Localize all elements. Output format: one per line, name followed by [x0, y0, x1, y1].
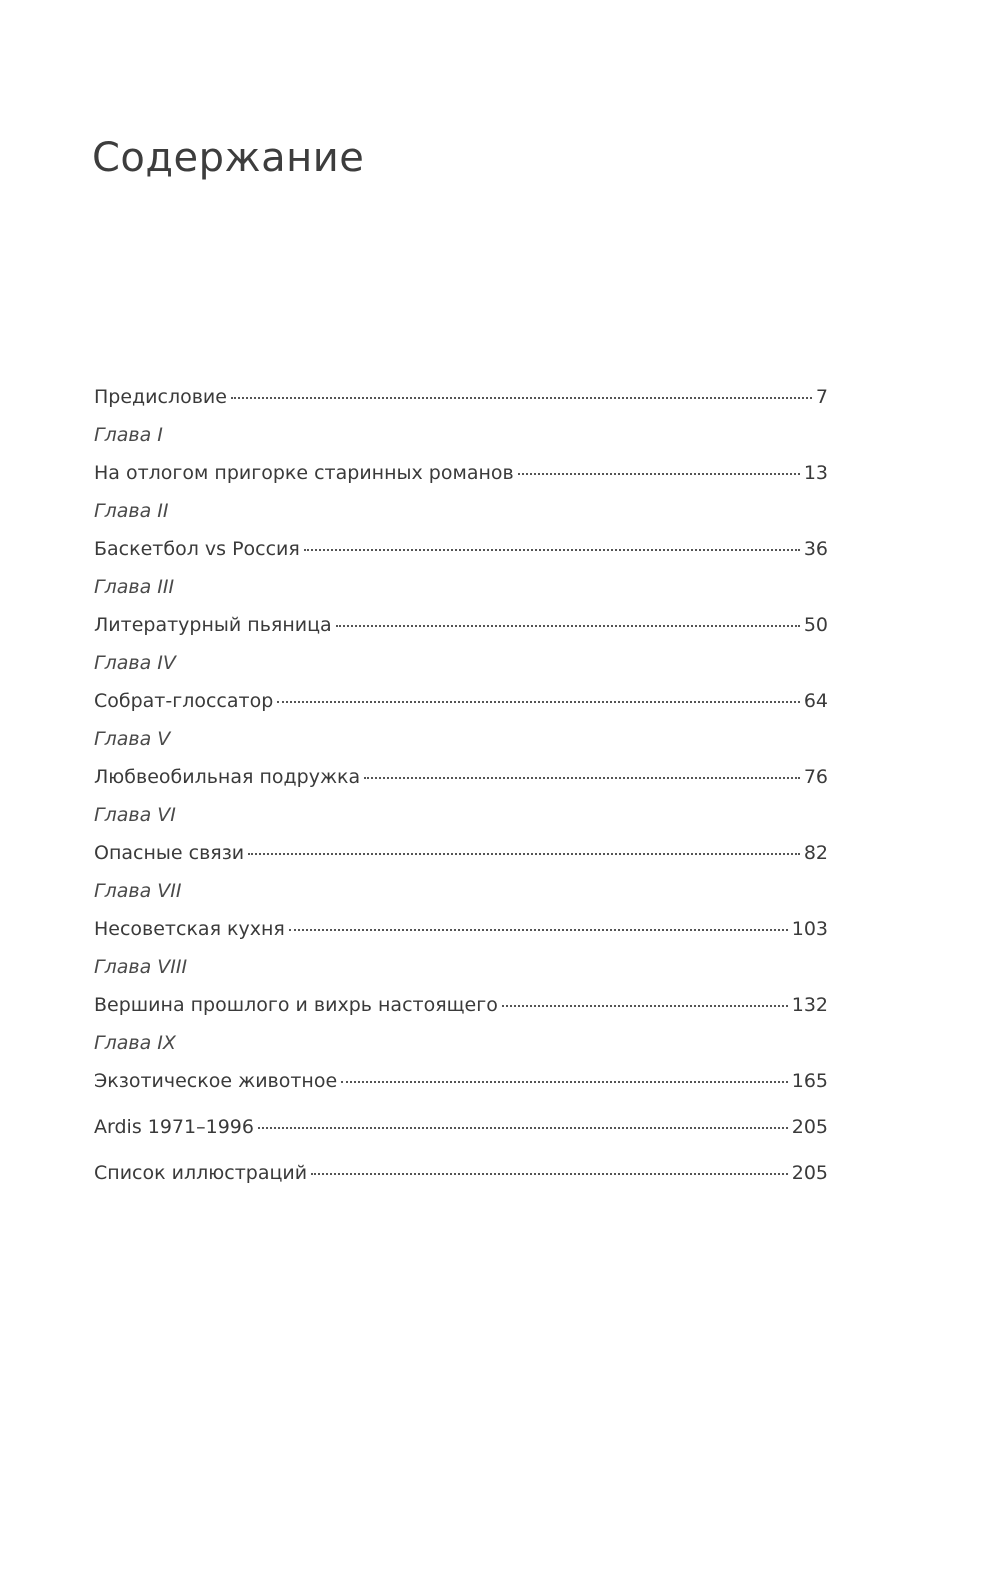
toc-leader-dots [502, 991, 788, 1007]
toc-entry-title: Баскетбол vs Россия [94, 538, 300, 560]
toc-leader-dots [277, 687, 800, 703]
toc-entry-page: 76 [803, 766, 828, 788]
toc-entry-title: Список иллюстраций [94, 1162, 308, 1184]
toc-leader-dots [304, 535, 800, 551]
toc-chapter-title: Глава III [94, 576, 175, 598]
toc-entry-title: Вершина прошлого и вихрь настоящего [94, 994, 498, 1016]
toc-chapter-label [94, 728, 828, 758]
toc-leader-dots [311, 1159, 788, 1175]
toc-leader-dots [248, 839, 800, 855]
toc-chapter-title: Глава IV [94, 652, 176, 674]
toc-leader-dots [289, 915, 788, 931]
toc-entry-page: 13 [803, 462, 828, 484]
toc-chapter-label [94, 1032, 828, 1062]
toc-entry-page: 205 [791, 1162, 828, 1184]
toc-entry-title: Литературный пьяница [94, 614, 332, 636]
toc-chapter-label [94, 652, 828, 682]
toc-entry-page: 205 [791, 1116, 828, 1138]
toc-entry [94, 1116, 828, 1146]
toc-entry [94, 538, 828, 568]
toc-entry [94, 1070, 828, 1100]
toc-chapter-title: Глава VI [94, 804, 176, 826]
toc-entry-page: 7 [815, 386, 828, 408]
toc-entry-page: 50 [803, 614, 828, 636]
toc-chapter-title: Глава VII [94, 880, 182, 902]
toc-entry-title: На отлогом пригорке старинных романов [94, 462, 514, 484]
toc-entry-page: 64 [803, 690, 828, 712]
toc-entry [94, 766, 828, 796]
toc-entry-page: 82 [803, 842, 828, 864]
toc-entry-page: 165 [791, 1070, 828, 1092]
toc-chapter-title: Глава II [94, 500, 169, 522]
toc-entry-title: Опасные связи [94, 842, 245, 864]
toc-chapter-label [94, 500, 828, 530]
toc-chapter-label [94, 880, 828, 910]
toc-entry [94, 690, 828, 720]
toc-entry [94, 462, 828, 492]
toc-entry [94, 386, 828, 416]
toc-leader-dots [518, 459, 800, 475]
toc-chapter-title: Глава I [94, 424, 163, 446]
toc-entry [94, 994, 828, 1024]
toc-leader-dots [341, 1067, 788, 1083]
toc-chapter-label [94, 956, 828, 986]
toc-chapter-title: Глава IX [94, 1032, 176, 1054]
toc-leader-dots [258, 1113, 788, 1129]
toc-entry-title: Ardis 1971–1996 [94, 1116, 254, 1138]
toc-entry-title: Экзотическое животное [94, 1070, 338, 1092]
page-title: Содержание [92, 135, 365, 181]
toc-chapter-label [94, 804, 828, 834]
toc-entry-page: 132 [791, 994, 828, 1016]
toc-chapter-title: Глава V [94, 728, 171, 750]
table-of-contents [94, 386, 828, 1192]
toc-chapter-label [94, 424, 828, 454]
toc-entry-title: Несоветская кухня [94, 918, 285, 940]
toc-leader-dots [231, 383, 812, 399]
toc-chapter-title: Глава VIII [94, 956, 188, 978]
toc-entry-title: Собрат-глоссатор [94, 690, 274, 712]
toc-entry-page: 36 [803, 538, 828, 560]
toc-entry [94, 1162, 828, 1192]
toc-entry-title: Предисловие [94, 386, 227, 408]
toc-leader-dots [336, 611, 800, 627]
toc-leader-dots [364, 763, 800, 779]
toc-entry [94, 614, 828, 644]
toc-entry [94, 918, 828, 948]
toc-chapter-label [94, 576, 828, 606]
toc-entry-page: 103 [791, 918, 828, 940]
toc-entry [94, 842, 828, 872]
toc-entry-title: Любвеобильная подружка [94, 766, 361, 788]
